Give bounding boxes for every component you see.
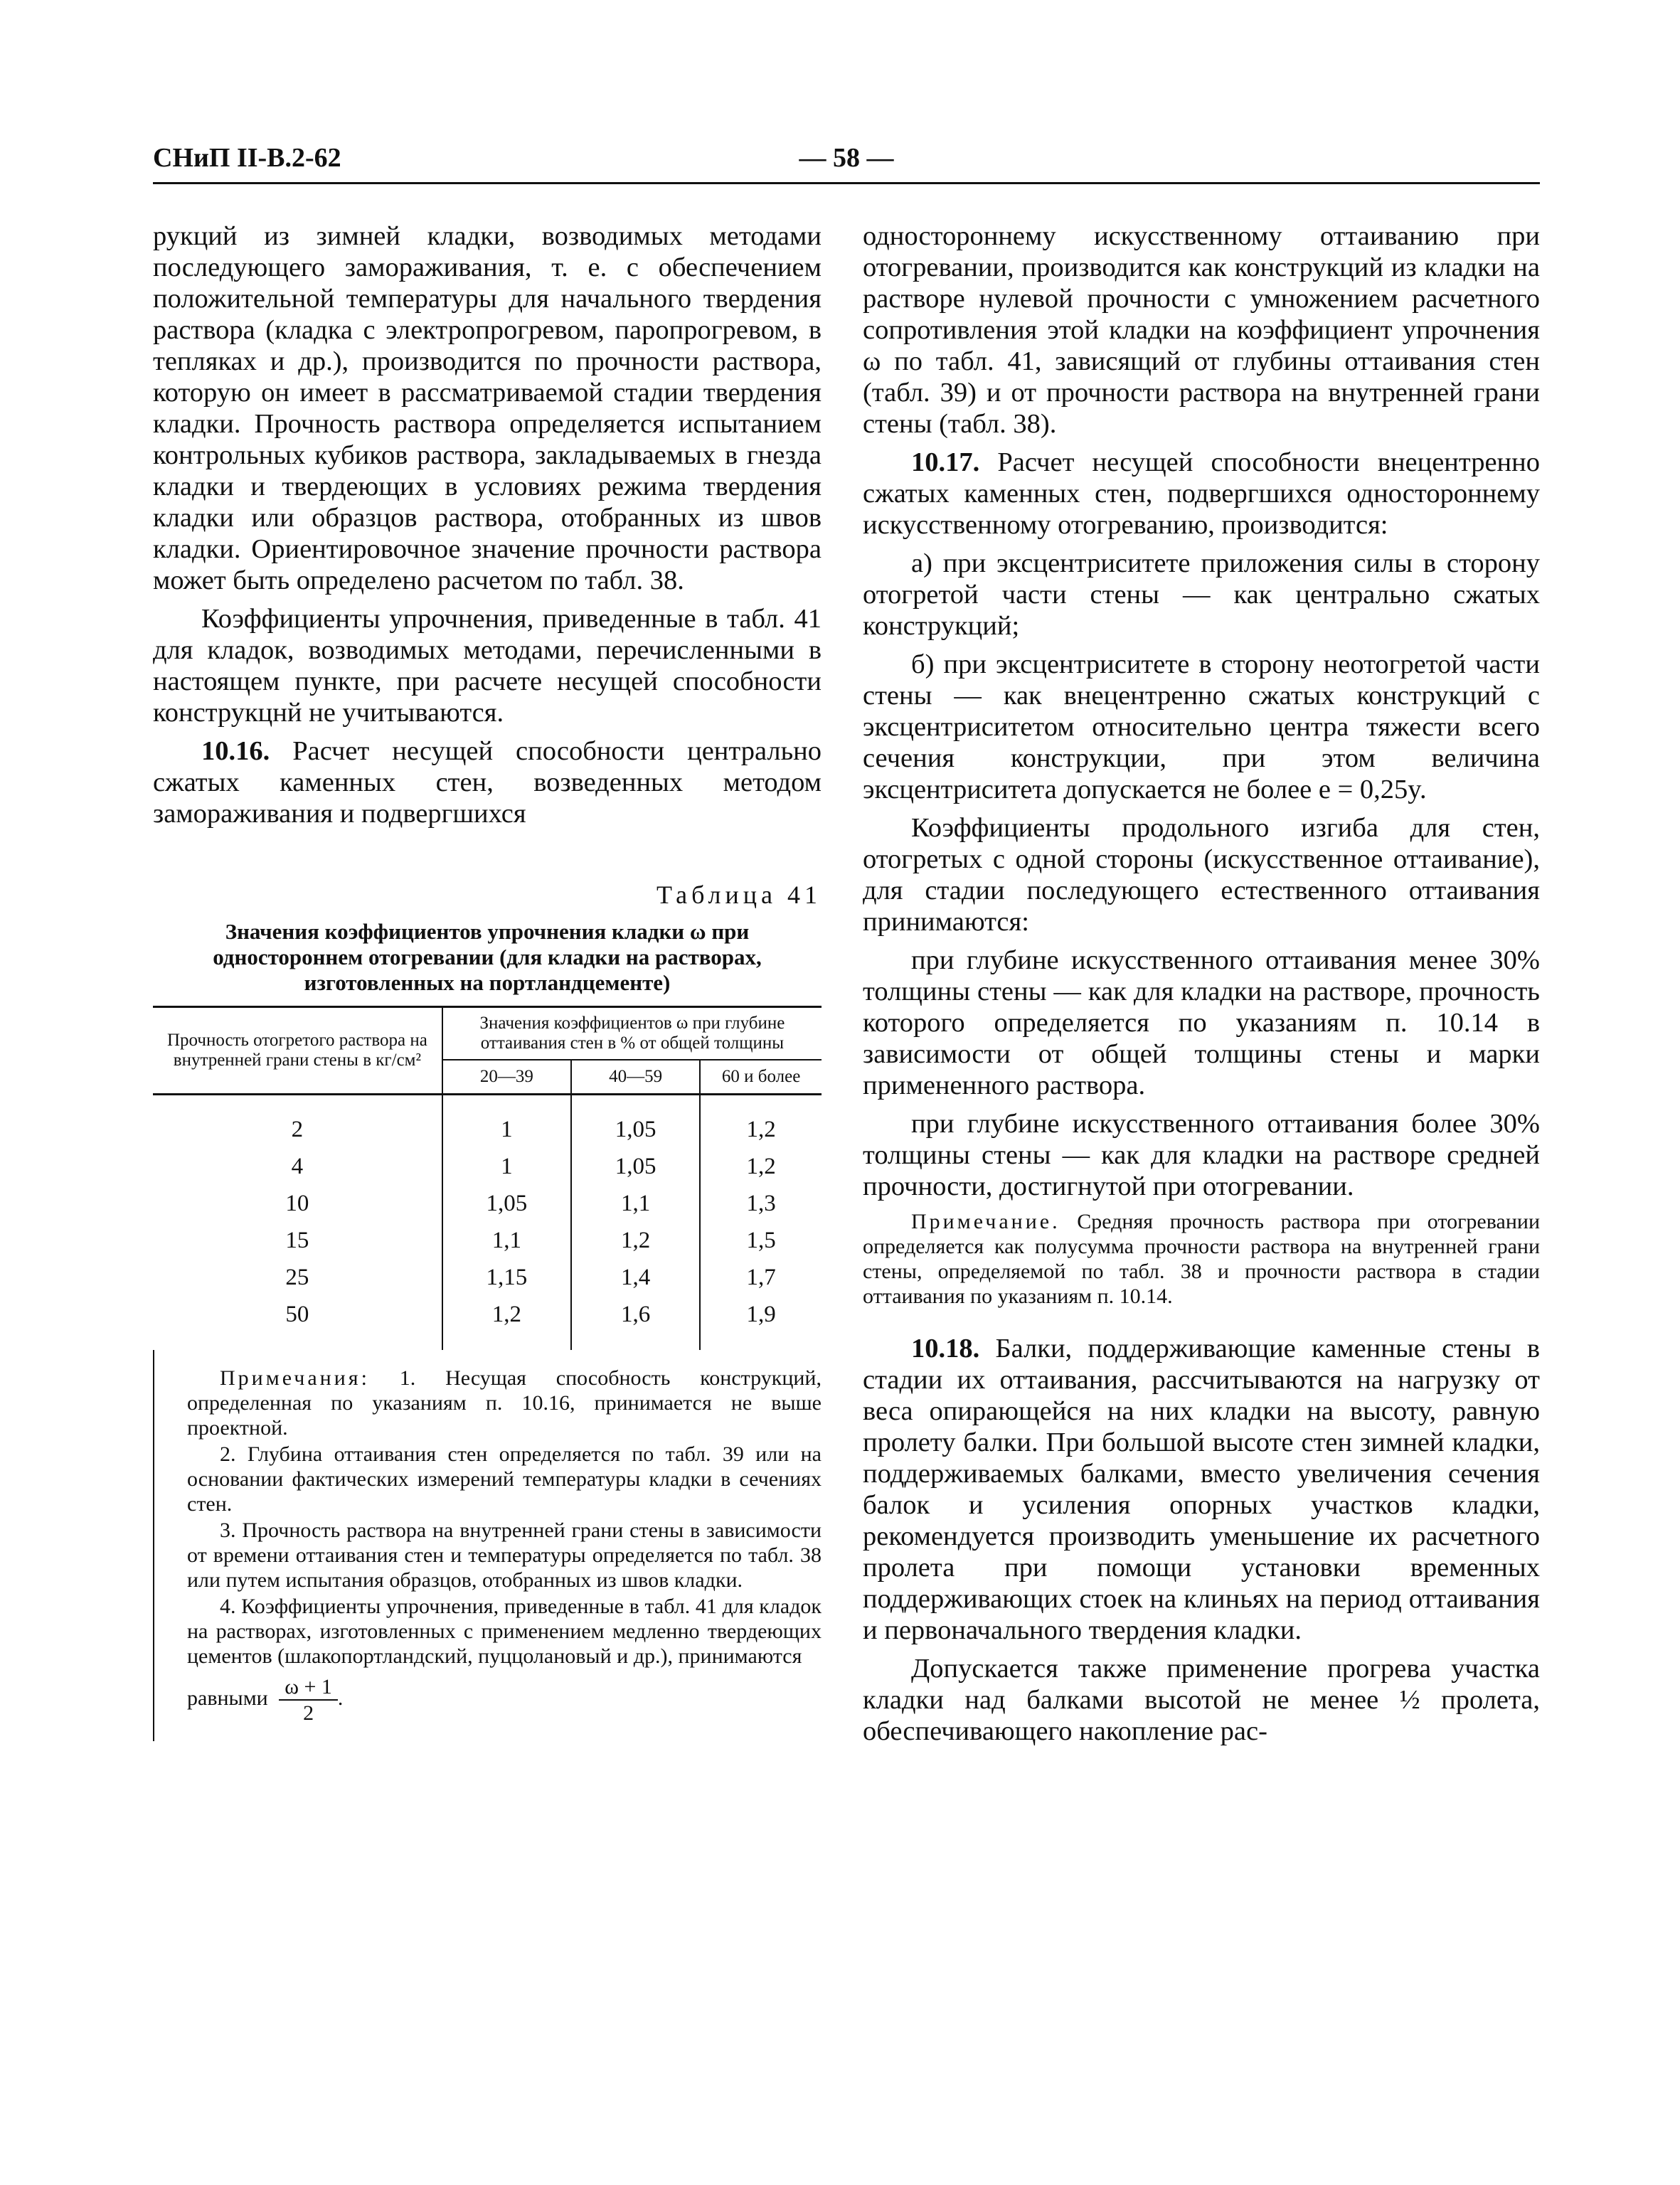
- table-row: [153, 1185, 822, 1222]
- table-caption: Таблица 41: [656, 881, 822, 909]
- clause-text: Расчет несущей способности центрально сжатых каменных стен, возведенных методом замораживания и подвергшихся: [153, 736, 822, 829]
- table-cell: 1,05: [442, 1185, 571, 1222]
- table-row: [153, 1094, 822, 1148]
- table-cell: 1: [442, 1148, 571, 1185]
- table-cell: 1,6: [571, 1296, 700, 1350]
- table-cell: 1,2: [571, 1222, 700, 1259]
- col-header-strength: Прочность отогретого раствора на внутренней грани стены в кг/см²: [153, 1007, 442, 1095]
- table-cell: 1,1: [442, 1222, 571, 1259]
- left-paragraph-1: рукций из зимней кладки, возводимых методами последующего замораживания, т. е. с обеспечением положительной температуры для начального твердения раствора (кладка с электропрогревом, паропрогревом, в тепляках и др.), производится по прочности раствора, которую он имеет в рассматриваемой стадии твердения кладки. Прочность раствора определяется испытанием контрольных кубиков раствора, закладываемых в гнезда кладки и твердеющих в условиях режима твердения кладки или образцов раствора, отобранных из швов кладки. Ориентировочное значение прочности раствора может быть определено расчетом по табл. 38.: [153, 221, 822, 595]
- right-column: [863, 220, 1540, 1754]
- note-text: Средняя прочность раствора при отогревании определяется как полусумма прочности раствора на внутренней грани стены, определяемой по табл. 38 и прочности раствора в стадии оттаивания по указаниям п. 10.14.: [863, 1210, 1540, 1308]
- fraction-denominator: 2: [303, 1701, 314, 1725]
- notes-label: Примечания:: [220, 1366, 370, 1390]
- left-column: [153, 220, 822, 1741]
- formula-fraction: [279, 1674, 338, 1726]
- clause-10-16: [153, 735, 822, 829]
- table-cell: 10: [285, 1190, 309, 1216]
- table-cell: 1,7: [700, 1259, 822, 1296]
- table-cell: 15: [285, 1227, 309, 1253]
- table-note-4-formula: равными $\frac{\omega + 1}{2}$ .: [187, 1674, 344, 1725]
- table-cell: 1,15: [442, 1259, 571, 1296]
- table-cell: 1,2: [700, 1148, 822, 1185]
- clause-number: 10.16.: [201, 736, 270, 766]
- table-row: [153, 1296, 822, 1350]
- note-label: Примечание.: [911, 1210, 1060, 1233]
- table-cell: 1,2: [700, 1094, 822, 1148]
- table-note-3: 3. Прочность раствора на внутренней грани стены в зависимости от времени оттаивания стен и температуры определяется по табл. 38 или путем испытания образцов, отобранных из швов кладки.: [187, 1518, 822, 1592]
- table-cell: 50: [285, 1301, 309, 1327]
- right-paragraph-7: при глубине искусственного оттаивания более 30% толщины стены — как для кладки на растворе средней прочности, достигнутой при отогревании.: [863, 1109, 1540, 1201]
- formula-lead: равными: [187, 1686, 268, 1710]
- right-note: [863, 1209, 1540, 1309]
- table-cell: 25: [285, 1264, 309, 1290]
- table-title: Значения коэффициентов упрочнения кладки ω при одностороннем отогревании (для кладки на растворах, изготовленных на портландцементе): [213, 919, 762, 995]
- right-paragraph-6: при глубине искусственного оттаивания менее 30% толщины стены — как для кладки на растворе, прочность которого определяется по указаниям п. 10.14 в зависимости от общей толщины стены и марки примененного раствора.: [863, 945, 1540, 1100]
- note-text: 1. Несущая способность конструкций, определенная по указаниям п. 10.16, принимается не выше проектной.: [187, 1366, 822, 1440]
- table-cell: 1,05: [571, 1094, 700, 1148]
- item-a: а) при эксцентриситете приложения силы в сторону отогретой части стены — как центрально сжатых конструкций;: [863, 548, 1540, 641]
- item-b: б) при эксцентриситете в сторону неотогретой части стены — как внецентренно сжатых конструкций с эксцентриситетом относительно центра тяжести всего сечения конструкции, при этом величина эксцентриситета допускается не более e = 0,25y.: [863, 649, 1540, 804]
- table-cell: 1,4: [571, 1259, 700, 1296]
- table-cell: 1,1: [571, 1185, 700, 1222]
- document-code: СНиП II-В.2-62: [153, 143, 341, 173]
- table-cell: 2: [291, 1116, 304, 1142]
- col-header-sub: 20—39: [442, 1060, 571, 1094]
- right-paragraph-9: Допускается также применение прогрева участка кладки над балками высотой не менее ½ пролета, обеспечивающего накопление рас-: [863, 1654, 1540, 1746]
- table-cell: 1,9: [700, 1296, 822, 1350]
- clause-number: 10.17.: [911, 447, 980, 477]
- right-paragraph-1: одностороннему искусственному оттаиванию при отогревании, производится как конструкций из кладки на растворе нулевой прочности с умножением расчетного сопротивления этой кладки на коэффициент упрочнения ω по табл. 41, зависящий от глубины оттаивания стен (табл. 39) и от прочности раствора на внутренней грани стены (табл. 38).: [863, 221, 1540, 439]
- right-paragraph-5: Коэффициенты продольного изгиба для стен, отогретых с одной стороны (искусственное оттаивание), для стадии последующего естественного оттаивания принимаются:: [863, 813, 1540, 937]
- page-header: [153, 142, 1540, 184]
- clause-10-18: [863, 1333, 1540, 1646]
- col-header-group: Значения коэффициентов ω при глубине оттаивания стен в % от общей толщины: [442, 1007, 822, 1060]
- coefficient-table: [153, 1006, 822, 1350]
- table-row: [153, 1148, 822, 1185]
- left-paragraph-2: Коэффициенты упрочнения, приведенные в табл. 41 для кладок, возводимых методами, перечисленными в настоящем пункте, при расчете несущей способности конструкцнй не учитываются.: [153, 604, 822, 728]
- table-row: [153, 1222, 822, 1259]
- clause-number: 10.18.: [911, 1334, 980, 1363]
- table-note-2: 2. Глубина оттаивания стен определяется по табл. 39 или на основании фактических измерений температуры кладки в сечениях стен.: [187, 1442, 822, 1516]
- table-cell: 1,2: [442, 1296, 571, 1350]
- clause-10-17: [863, 447, 1540, 541]
- table-row: [153, 1259, 822, 1296]
- clause-text: Расчет несущей способности внецентренно сжатых каменных стен, подвергшихся одностороннему искусственному отогреванию, производится:: [863, 447, 1540, 540]
- fraction-numerator: ω + 1: [279, 1674, 338, 1701]
- table-cell: 4: [291, 1153, 304, 1179]
- table-cell: 1,05: [571, 1148, 700, 1185]
- table-note-4: 4. Коэффициенты упрочнения, приведенные в табл. 41 для кладок на растворах, изготовленных с применением медленно твердеющих цементов (шлакопортландский, пуццолановый и др.), принимаются: [187, 1594, 822, 1668]
- table-cell: 1,5: [700, 1222, 822, 1259]
- page-number: — 58 —: [799, 143, 894, 173]
- table-cell: 1,3: [700, 1185, 822, 1222]
- table-note-1: [187, 1366, 822, 1440]
- clause-text: Балки, поддерживающие каменные стены в стадии их оттаивания, рассчитываются на нагрузку от веса опирающейся на них кладки на высоту, равную пролету балки. При большой высоте стен зимней кладки, поддерживаемых балками, вместо увеличения сечения балок и усиления опорных участков кладки, рекомендуется производить уменьшение их расчетного пролета при помощи установки временных поддерживающих стоек на клиньях на период оттаивания и первоначального твердения кладки.: [863, 1334, 1540, 1645]
- col-header-sub: 40—59: [571, 1060, 700, 1094]
- col-header-sub: 60 и более: [700, 1060, 822, 1094]
- table-notes: [153, 1350, 822, 1741]
- table-cell: 1: [442, 1094, 571, 1148]
